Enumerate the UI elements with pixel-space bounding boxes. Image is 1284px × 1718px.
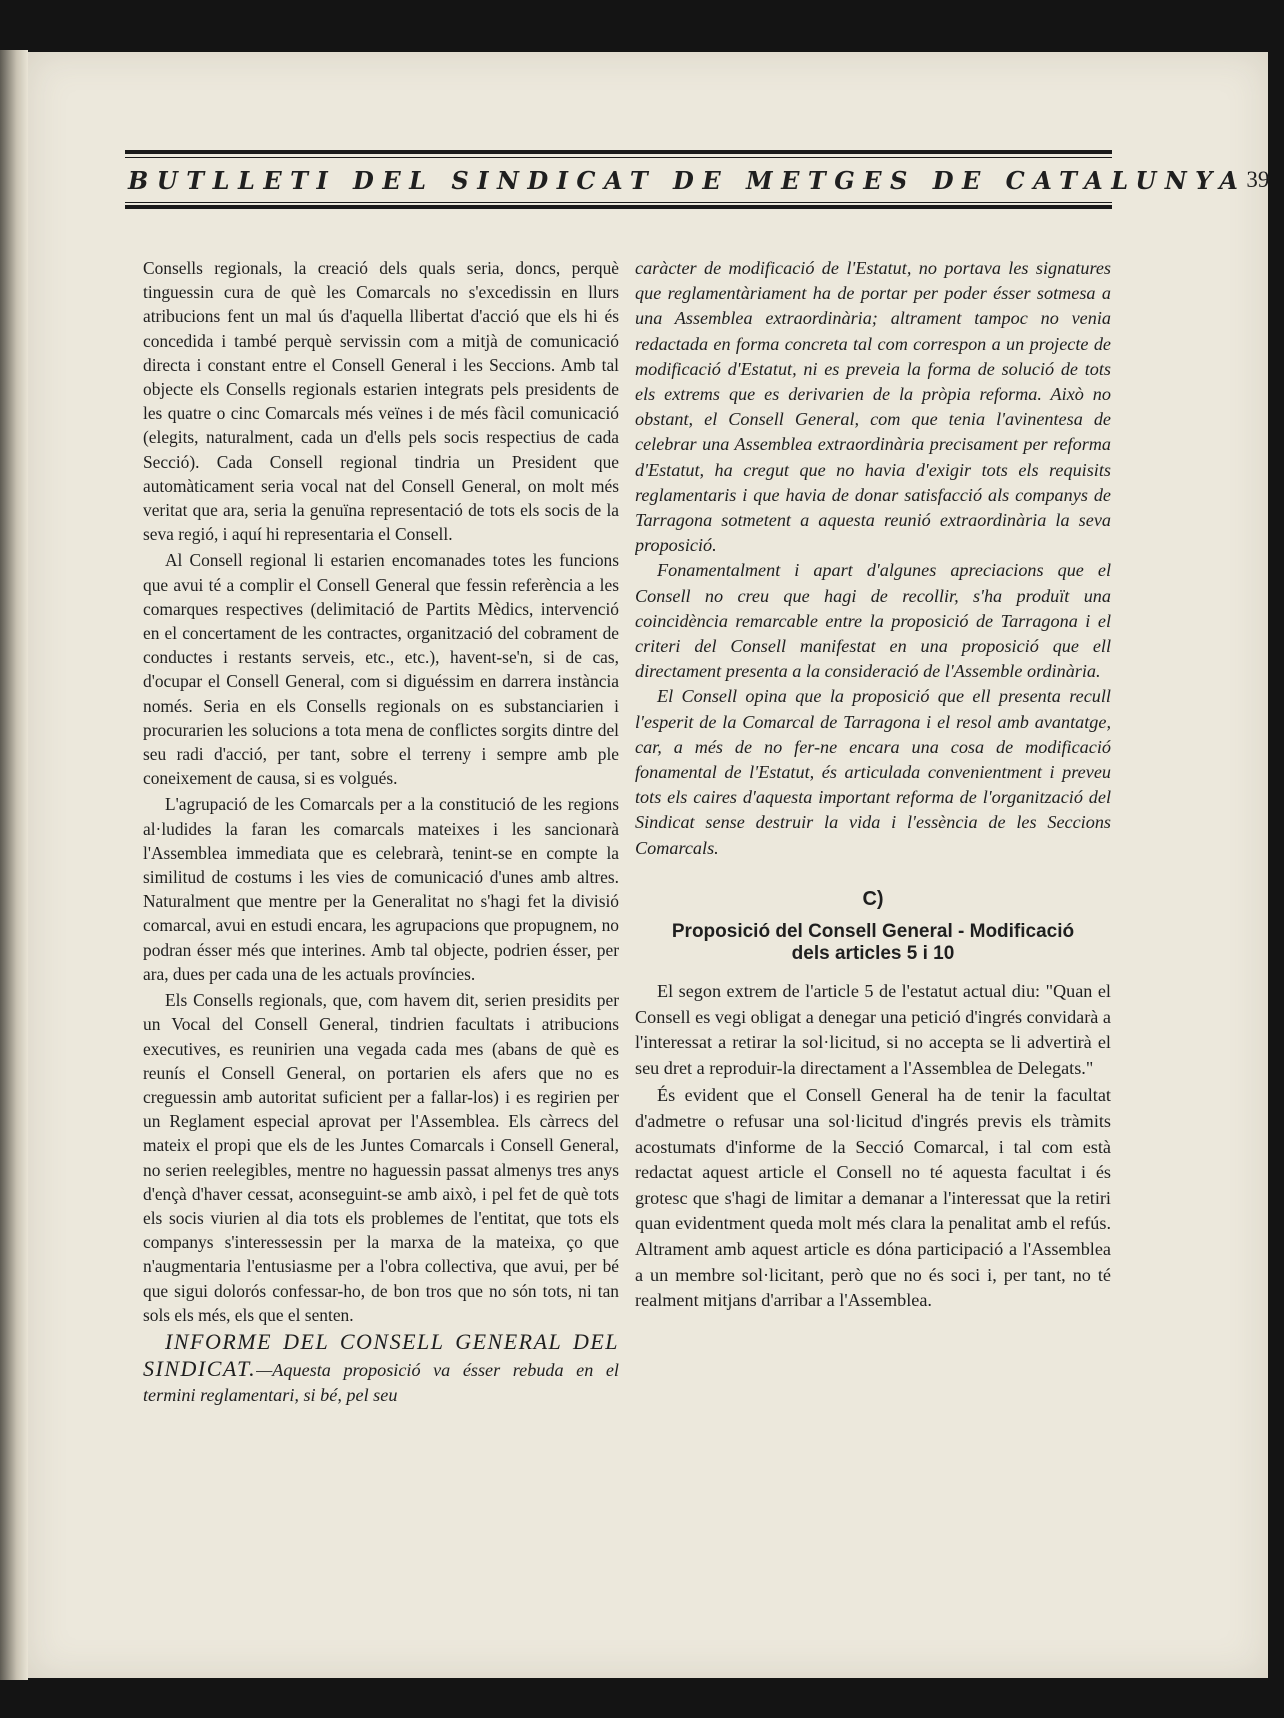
header-rule-bottom-thin xyxy=(125,202,1112,203)
section-title-line: dels articles 5 i 10 xyxy=(791,943,955,965)
header-rule-top xyxy=(125,150,1112,154)
report-paragraph: caràcter de modificació de l'Estatut, no portava les signatures que reglamentàriament ha de portar per poder ésser sotmesa a una Assemblea extraordinària; altrament tampoc no venia redactada en forma concreta tal com correspon a un projecte de modificació d'Estatut, ni es preveia la forma de solució de tots els extrems que es derivarien de la pròpia reforma. Això no obstant, el Consell General, com que tenia l'avinentesa de celebrar una Assemblea extraordinària precisament per reforma d'Estatut, ha cregut que no havia d'exigir tots els requisits reglamentaris i que havia de donar satisfacció als companys de Tarragona sotmetent a aquesta reunió extraordinària la seva proposició. xyxy=(635,258,1111,556)
left-column xyxy=(143,256,619,1596)
right-paragraph: El segon extrem de l'article 5 de l'estatut actual diu: "Quan el Consell es vegi obligat a denegar una petició d'ingrés convidarà a l'interessat a retirar la sol·licitud, si no accepta se li advertirà el seu dret a reproduir-la directament a l'Assemblea de Delegats." xyxy=(635,981,1111,1078)
left-paragraph: L'agrupació de les Comarcals per a la constitució de les regions al·ludides la faran les comarcals mateixes i les sancionarà l'Assemblea immediata que es celebrarà, tenint-se en compte la similitud de costums i les vies de comunicació d'unes amb altres. Naturalment que mentre per la Generalitat no s'hagi fet la divisió comarcal, avui en estudi encara, les agrupacions que propugnem, no podran ésser més que interines. Amb tal objecte, podrien ésser, per ara, dues per cada una de les actuals províncies. xyxy=(143,794,619,984)
section-title xyxy=(635,921,1111,965)
page xyxy=(28,52,1268,1678)
report-text: —Aquesta proposició va ésser rebuda en el termini reglamentari, si bé, pel seu xyxy=(143,1360,619,1406)
section-body xyxy=(635,979,1111,1314)
right-paragraph: És evident que el Consell General ha de tenir la facultat d'admetre o refusar una sol·licitud d'ingrés previs els tràmits acostumats d'informe de la Secció Comarcal, i tal com està redactat aquest article el Consell no té aquesta facultat i és grotesc que s'hagi de limitar a demanar a l'interessat que la retiri quan evidentment queda molt més clara la penalitat amb el refús. Altrament amb aquest article es dóna participació a l'Assemblea a un membre sol·licitant, però que no és soci i, per tant, no té realment mitjans d'arribar a l'Assemblea. xyxy=(635,1085,1111,1311)
report-heading: INFORME DEL CONSELL GENERAL DEL SINDICAT. xyxy=(143,1328,619,1382)
report-paragraph: Fonamentalment i apart d'algunes apreciacions que el Consell no creu que hagi de recollir, s'ha produït una coincidència remarcable entre la proposició de Tarragona i el criteri del Consell manifestat en una proposició que ell directament presenta a la consideració de l'Assemble ordinària. xyxy=(635,560,1111,682)
section-title-line: Proposició del Consell General - Modificació xyxy=(671,921,1075,943)
journal-title: BUTLLETI DEL SINDICAT DE METGES DE CATALUNYA xyxy=(128,165,1247,195)
section-letter: C) xyxy=(862,887,884,910)
running-header xyxy=(128,160,1270,200)
report-continuation xyxy=(635,256,1111,861)
page-number: 39 xyxy=(1246,167,1270,192)
right-column xyxy=(635,256,1111,1596)
left-paragraph: Consells regionals, la creació dels quals seria, doncs, perquè tinguessin cura de què les Comarcals no s'excedissin en llurs atribucions fent un mal ús d'aquella llibertat d'acció que els hi és concedida i també perquè servissin com a mitjà de comunicació directa i constant entre el Consell General i les Seccions. Amb tal objecte els Consells regionals estarien integrats pels presidents de les quatre o cinc Comarcals més veïnes i de més fàcil comunicació (elegits, naturalment, cada un d'ells pels socis respectius de cada Secció). Cada Consell regional tindria un President que automàticament seria vocal nat del Consell General, on molt més veritat que ara, seria la genuïna representació de tots els socis de la seva regió, i aquí hi representaria el Consell. xyxy=(143,258,619,545)
header-rule-bottom xyxy=(125,205,1112,209)
left-paragraph: Al Consell regional li estarien encomanades totes les funcions que avui té a complir el Consell General que fessin referència a les comarques respectives (delimitació de Partits Mèdics, intervenció en el concertament de les contractes, organització del cobrament de conductes i restants serveis, etc., etc.), havent-se'n, si de cas, d'ocupar el Consell General, com si diguéssim en darrera instància només. Seria en els Consells regionals on es substanciarien i procurarien les solucions a tota mena de conflictes sorgits dintre del seu radi d'acció, per tant, sobre el terreny i sempre amb ple coneixement de causa, si es volgués. xyxy=(143,550,619,789)
book-spine xyxy=(0,50,28,1680)
report-paragraph xyxy=(143,1329,619,1409)
header-rule-top-thin xyxy=(125,157,1112,158)
left-paragraph: Els Consells regionals, que, com havem dit, serien presidits per un Vocal del Consell General, tindrien facultats i atribucions executives, es reunirien una vegada cada mes (abans de què es reunís el Consell General, on portarien els afers que no es creguessin amb autoritat suficient per a fallar-los) i es regirien per un Reglament especial aprovat per l'Assemblea. Els càrrecs del mateix el propi que els de les Juntes Comarcals i Consell General, no serien reelegibles, mentre no haguessin passat almenys tres anys d'ençà d'haver cessat, aconseguint-se amb això, i pel fet de què tots els socis viurien al dia tots els problemes de l'entitat, que tots els companys s'interessessin per la marxa de la mateixa, ço que n'augmentaria l'entusiasme per a l'obra collectiva, que avui, per bé que sigui dolorós confessar-ho, de bon tros que no són tots, ni tan sols els més, els que el senten. xyxy=(143,990,619,1325)
report-paragraph: El Consell opina que la proposició que ell presenta recull l'esperit de la Comarcal de Tarragona i el resol amb avantatge, car, a més de no fer-ne encara una cosa de modificació fonamental de l'Estatut, és articulada convenientment i preveu tots els caires d'aquesta important reforma de l'organització del Sindicat sense destruir la vida i l'essència de les Seccions Comarcals. xyxy=(635,686,1111,858)
